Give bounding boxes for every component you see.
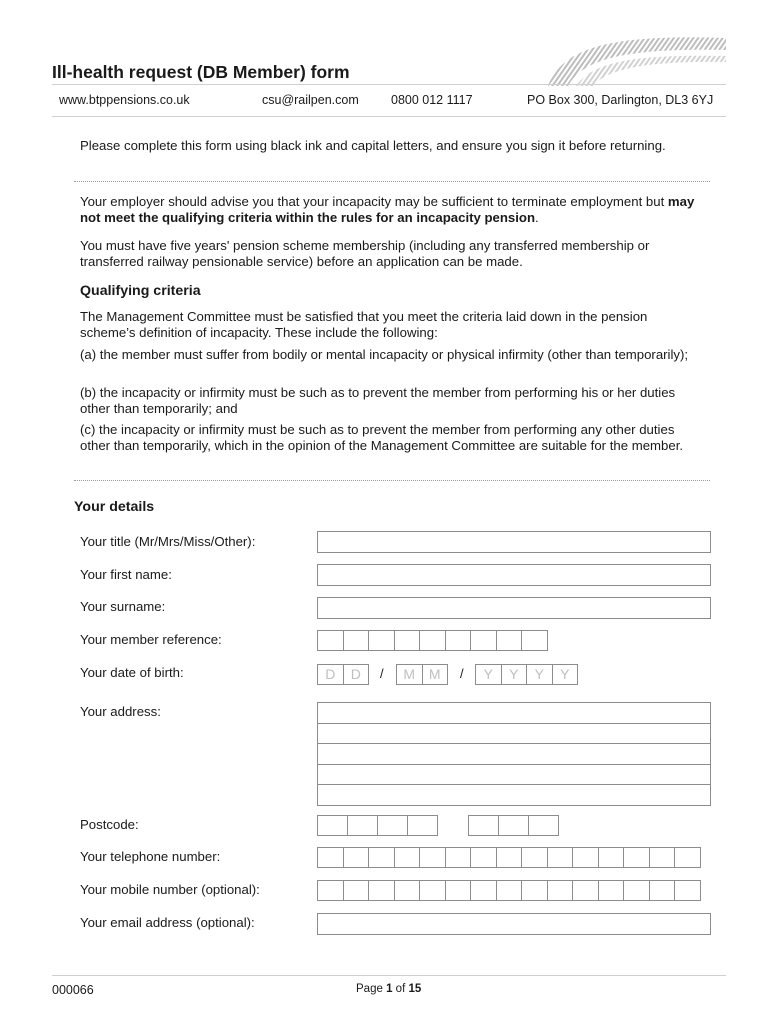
date-separator: / (460, 666, 464, 681)
dob-day-field[interactable] (317, 664, 368, 685)
railpen-logo (538, 28, 728, 90)
char-box[interactable] (470, 630, 497, 651)
char-box[interactable] (445, 630, 472, 651)
char-box[interactable] (528, 815, 559, 836)
qualifying-intro: The Management Committee must be satisfied that you meet the criteria laid down in the pension scheme’s definition of incapacity. These include the following: (80, 309, 648, 340)
instruction-text: Please complete this form using black ink and capital letters, and ensure you sign it before returning. (80, 138, 666, 153)
divider (74, 480, 710, 481)
digit-box[interactable] (419, 847, 446, 868)
digit-box[interactable] (317, 880, 344, 901)
address-line[interactable] (318, 744, 710, 765)
char-box[interactable] (407, 815, 438, 836)
digit-box[interactable] (470, 880, 497, 901)
employer-notice: Your employer should advise you that your incapacity may be sufficient to terminate employment but may not meet the qualifying criteria within the rules for an incapacity pension. (80, 194, 695, 225)
phone-number: 0800 012 1117 (391, 93, 473, 107)
digit-box[interactable] (343, 847, 370, 868)
year-digit-box[interactable]: Y (475, 664, 502, 685)
digit-box[interactable] (547, 847, 574, 868)
criterion-c: (c) the incapacity or infirmity must be such as to prevent the member from performing any other duties other than temporarily, which in the opinion of the Management Committee are suitable for the member. (80, 422, 684, 453)
page-number: Page 1 of 15 (356, 983, 422, 995)
address-field[interactable] (317, 702, 711, 806)
digit-box[interactable] (623, 880, 650, 901)
member-ref-field[interactable] (317, 630, 547, 651)
telephone-field[interactable] (317, 847, 700, 868)
header-rule (52, 84, 726, 85)
email-link[interactable]: csu@railpen.com (262, 93, 359, 107)
address-line[interactable] (318, 765, 710, 786)
char-box[interactable] (496, 630, 523, 651)
char-box[interactable] (343, 630, 370, 651)
digit-box[interactable] (547, 880, 574, 901)
contact-rule (52, 116, 726, 117)
year-digit-box[interactable]: Y (552, 664, 579, 685)
day-digit-box[interactable]: D (317, 664, 344, 685)
char-box[interactable] (317, 630, 344, 651)
dob-year-field[interactable] (475, 664, 577, 685)
digit-box[interactable] (445, 847, 472, 868)
website-link[interactable]: www.btppensions.co.uk (59, 93, 190, 107)
char-box[interactable] (394, 630, 421, 651)
mobile-field[interactable] (317, 880, 700, 901)
digit-box[interactable] (317, 847, 344, 868)
membership-notice: You must have five years' pension scheme membership (including any transferred membership or transferred railway pensionable service) before an application can be made. (80, 238, 650, 269)
surname-field[interactable] (317, 597, 711, 619)
digit-box[interactable] (598, 847, 625, 868)
char-box[interactable] (317, 815, 348, 836)
digit-box[interactable] (674, 880, 701, 901)
digit-box[interactable] (572, 880, 599, 901)
digit-box[interactable] (419, 880, 446, 901)
month-digit-box[interactable]: M (396, 664, 423, 685)
char-box[interactable] (498, 815, 529, 836)
postcode-outward-field[interactable] (317, 815, 437, 836)
digit-box[interactable] (368, 880, 395, 901)
criterion-b: (b) the incapacity or infirmity must be such as to prevent the member from performing his or her duties other than temporarily; and (80, 385, 676, 416)
form-title: Ill-health request (DB Member) form (52, 62, 350, 82)
member-ref-label: Your member reference: (80, 632, 222, 647)
digit-box[interactable] (394, 880, 421, 901)
month-digit-box[interactable]: M (422, 664, 449, 685)
digit-box[interactable] (496, 880, 523, 901)
digit-box[interactable] (368, 847, 395, 868)
digit-box[interactable] (649, 880, 676, 901)
digit-box[interactable] (445, 880, 472, 901)
digit-box[interactable] (521, 847, 548, 868)
char-box[interactable] (368, 630, 395, 651)
dob-month-field[interactable] (396, 664, 447, 685)
qualifying-heading: Qualifying criteria (80, 283, 201, 299)
char-box[interactable] (347, 815, 378, 836)
footer-rule (52, 975, 726, 976)
address-line[interactable] (318, 703, 710, 724)
digit-box[interactable] (674, 847, 701, 868)
digit-box[interactable] (343, 880, 370, 901)
form-code: 000066 (52, 983, 94, 997)
char-box[interactable] (521, 630, 548, 651)
telephone-label: Your telephone number: (80, 849, 221, 864)
postcode-label: Postcode: (80, 817, 139, 832)
email-field[interactable] (317, 913, 711, 935)
divider (74, 181, 710, 182)
date-separator: / (380, 666, 384, 681)
digit-box[interactable] (649, 847, 676, 868)
digit-box[interactable] (623, 847, 650, 868)
email-label: Your email address (optional): (80, 915, 255, 930)
surname-label: Your surname: (80, 599, 166, 614)
address-line[interactable] (318, 724, 710, 745)
digit-box[interactable] (572, 847, 599, 868)
postal-address: PO Box 300, Darlington, DL3 6YJ (527, 93, 714, 107)
digit-box[interactable] (521, 880, 548, 901)
first-name-label: Your first name: (80, 567, 172, 582)
address-line[interactable] (318, 785, 710, 806)
dob-label: Your date of birth: (80, 665, 184, 680)
char-box[interactable] (377, 815, 408, 836)
details-heading: Your details (74, 499, 155, 515)
char-box[interactable] (419, 630, 446, 651)
digit-box[interactable] (470, 847, 497, 868)
digit-box[interactable] (598, 880, 625, 901)
year-digit-box[interactable]: Y (501, 664, 528, 685)
title-label: Your title (Mr/Mrs/Miss/Other): (80, 534, 256, 549)
char-box[interactable] (468, 815, 499, 836)
mobile-label: Your mobile number (optional): (80, 882, 260, 897)
digit-box[interactable] (496, 847, 523, 868)
day-digit-box[interactable]: D (343, 664, 370, 685)
address-label: Your address: (80, 704, 161, 719)
postcode-inward-field[interactable] (468, 815, 558, 836)
digit-box[interactable] (394, 847, 421, 868)
criterion-a: (a) the member must suffer from bodily or mental incapacity or physical infirmity (other than temporarily); (80, 347, 689, 362)
year-digit-box[interactable]: Y (526, 664, 553, 685)
first-name-field[interactable] (317, 564, 711, 586)
title-field[interactable] (317, 531, 711, 553)
